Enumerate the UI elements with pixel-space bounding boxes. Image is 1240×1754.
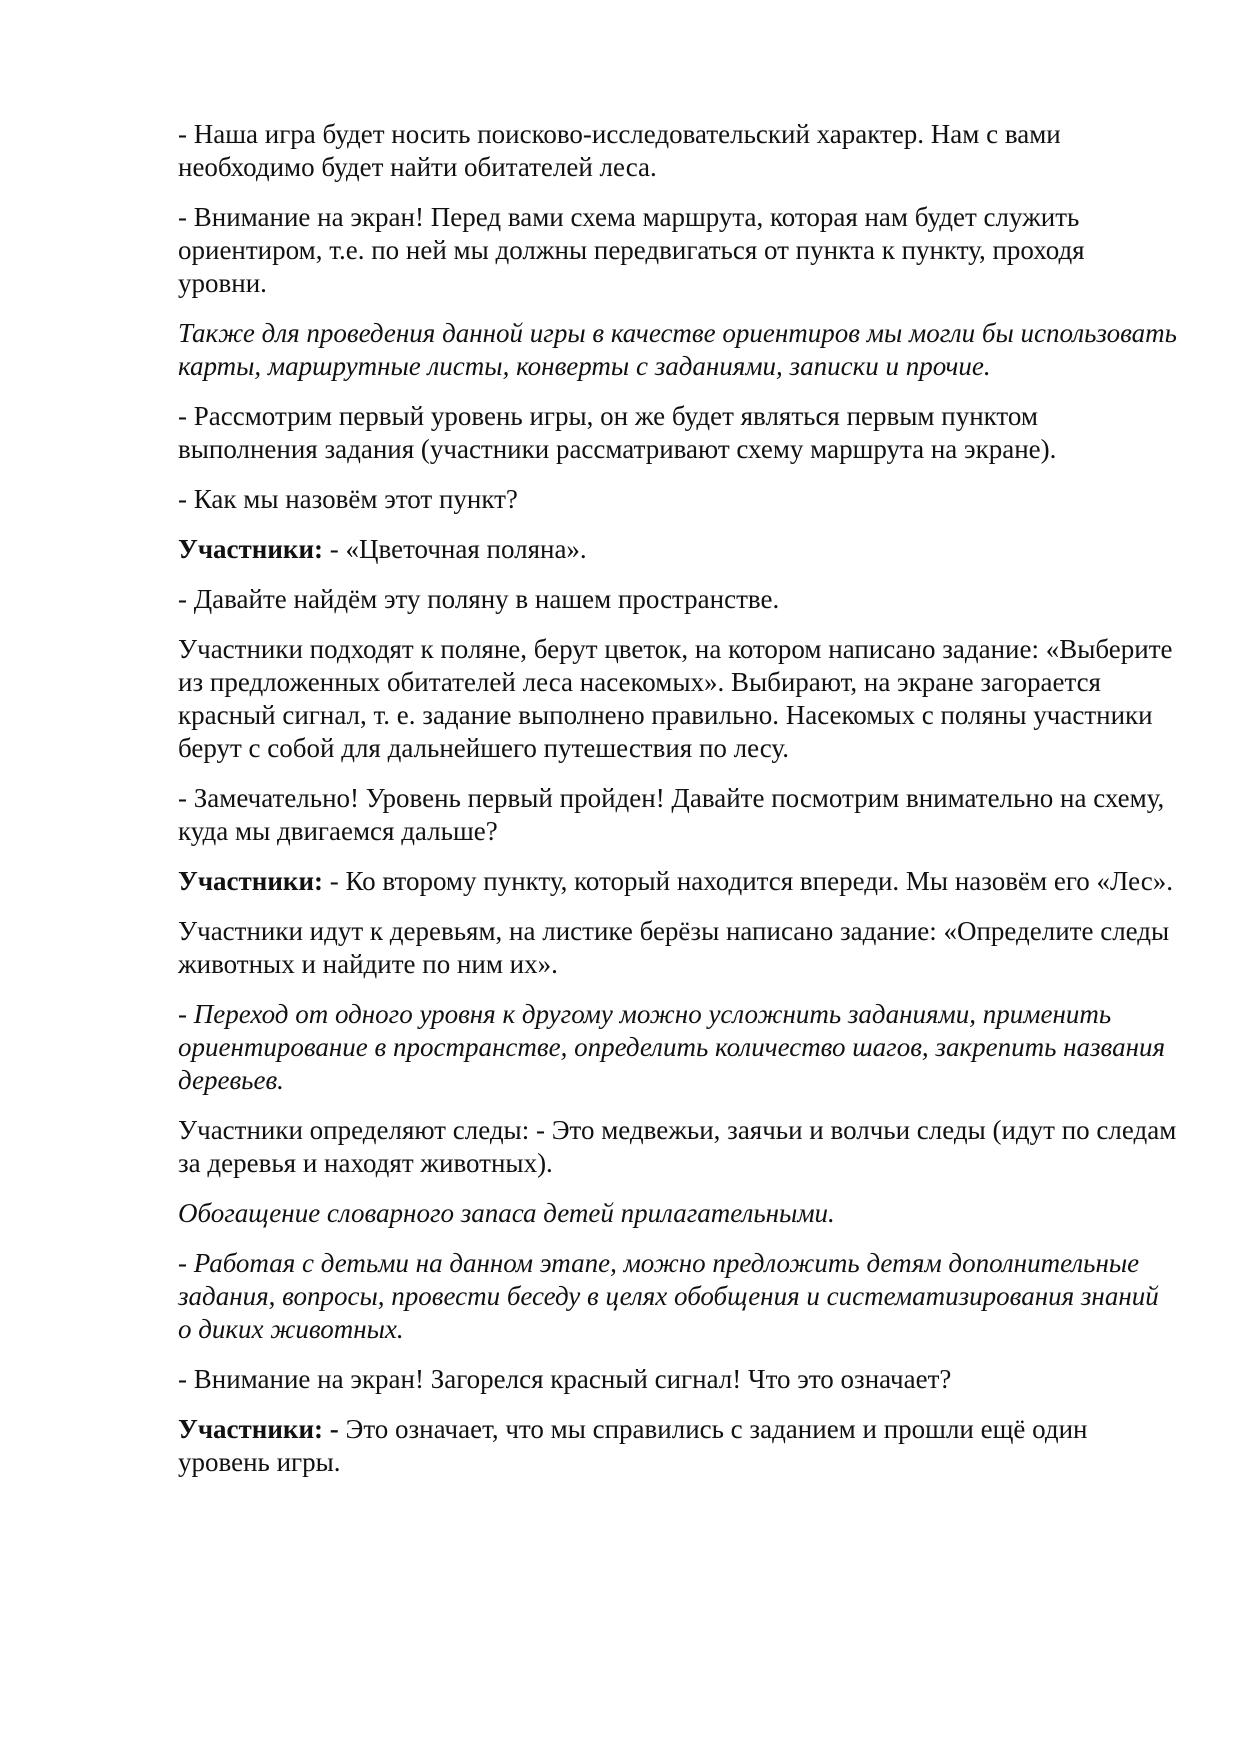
paragraph-12-italic-note: - Переход от одного уровня к другому можно усложнить заданиями, применить ориентирование в пространстве, определить количество шагов, закрепить названия деревьев. xyxy=(178,999,1166,1095)
paragraph-10-participants xyxy=(178,865,1178,898)
paragraph-1: - Наша игра будет носить поисково-исследовательский характер. Нам с вами необходимо будет найти обитателей леса. xyxy=(178,119,1061,182)
paragraph-3-italic-note: Также для проведения данной игры в качестве ориентиров мы могли бы использовать карты, маршрутные листы, конверты с заданиями, записки и прочие. xyxy=(178,318,1177,381)
paragraph-17-participants xyxy=(178,1413,1178,1479)
paragraph-4: - Рассмотрим первый уровень игры, он же будет являться первым пунктом выполнения задания (участники рассматривают схему маршрута на экране). xyxy=(178,401,1057,464)
paragraph-2: - Внимание на экран! Перед вами схема маршрута, которая нам будет служить ориентиром, т.е. по ней мы должны передвигаться от пункта к пункту, проходя уровни. xyxy=(178,202,1085,298)
paragraph-5: - Как мы назовём этот пункт? xyxy=(178,484,518,514)
paragraph-11: Участники идут к деревьям, на листике берёзы написано задание: «Определите следы животных и найдите по ним их». xyxy=(178,916,1170,979)
speaker-text: - Ко второму пункту, который находится впереди. Мы назовём его «Лес». xyxy=(323,866,1173,896)
paragraph-7: - Давайте найдём эту поляну в нашем пространстве. xyxy=(178,584,780,614)
speaker-label: Участники: xyxy=(178,866,324,896)
paragraph-16: - Внимание на экран! Загорелся красный сигнал! Что это означает? xyxy=(178,1364,952,1394)
speaker-text: - «Цветочная поляна». xyxy=(323,534,587,564)
document-page xyxy=(178,118,1178,1496)
paragraph-14-italic-note: Обогащение словарного запаса детей прилагательными. xyxy=(178,1198,835,1228)
paragraph-8: Участники подходят к поляне, берут цветок, на котором написано задание: «Выберите из предложенных обитателей леса насекомых». Выбирают, на экране загорается красный сигнал, т. е. задание выполнено правильно. Насекомых с поляны участники берут с собой для дальнейшего путешествия по лесу. xyxy=(178,634,1173,763)
speaker-text: Это означает, что мы справились с заданием и прошли ещё один уровень игры. xyxy=(178,1414,1088,1477)
paragraph-13: Участники определяют следы: - Это медвежьи, заячьи и волчьи следы (идут по следам за деревья и находят животных). xyxy=(178,1115,1177,1178)
speaker-label: Участники: xyxy=(178,534,324,564)
paragraph-9: - Замечательно! Уровень первый пройден! Давайте посмотрим внимательно на схему, куда мы двигаемся дальше? xyxy=(178,783,1165,846)
paragraph-15-italic-note: - Работая с детьми на данном этапе, можно предложить детям дополнительные задания, вопросы, провести беседу в целях обобщения и систематизирования знаний о диких животных. xyxy=(178,1248,1159,1344)
paragraph-6-participants xyxy=(178,533,1178,566)
speaker-label: Участники: - xyxy=(178,1414,339,1444)
